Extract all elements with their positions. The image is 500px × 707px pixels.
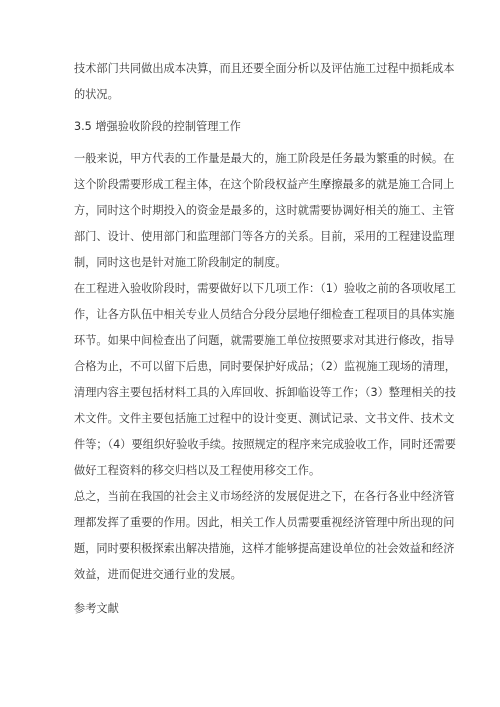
text-line: 件等；（4）要组织好验收手续。按照规定的程序来完成验收工作，同时还需要 — [74, 438, 456, 451]
text-line: 方，同时这个时期投入的资金是最多的，这时就需要协调好相关的施工、主管 — [74, 204, 455, 217]
paragraph-3 — [74, 484, 455, 588]
references-block — [74, 596, 434, 622]
paragraph-2 — [74, 276, 456, 484]
text-line: 制，同时这也是针对施工阶段制定的制度。 — [74, 256, 287, 269]
text-line: 在工程进入验收阶段时，需要做好以下几项工作：（1）验收之前的各项收尾工 — [74, 282, 456, 295]
text-line: 技术部门共同做出成本决算，而且还要全面分析以及评估施工过程中损耗成本 — [74, 62, 455, 75]
text-line: 题，同时要积极探索出解决措施，这样才能够提高建设单位的社会效益和经济 — [74, 542, 455, 555]
text-line: 这个阶段需要形成工程主体，在这个阶段权益产生摩擦最多的就是施工合同上 — [74, 178, 455, 191]
text-line: 部门、设计、使用部门和监理部门等各方的关系。目前，采用的工程建设监理 — [74, 230, 455, 243]
intro-paragraph — [74, 56, 455, 108]
text-line: 环节。如果中间检查出了问题，就需要施工单位按照要求对其进行修改，指导 — [74, 334, 455, 347]
references-heading: 参考文献 — [74, 602, 119, 615]
paragraph-1 — [74, 146, 455, 276]
text-line: 效益，进而促进交通行业的发展。 — [74, 568, 242, 581]
section-heading: 3.5 增强验收阶段的控制管理工作 — [74, 120, 241, 133]
text-line: 总之，当前在我国的社会主义市场经济的发展促进之下，在各行各业中经济管 — [74, 490, 455, 503]
section-heading-block — [74, 114, 434, 140]
text-line: 清理内容主要包括材料工具的入库回收、拆卸临设等工作；（3）整理相关的技 — [74, 386, 456, 399]
text-line: 一般来说，甲方代表的工作量是最大的，施工阶段是任务最为繁重的时候。在 — [74, 152, 455, 165]
text-line: 作，让各方队伍中相关专业人员结合分段分层地仔细检查工程项目的具体实施 — [74, 308, 455, 321]
text-line: 术文件。文件主要包括施工过程中的设计变更、测试记录、文书文件、技术文 — [74, 412, 455, 425]
text-line: 做好工程资料的移交归档以及工程使用移交工作。 — [74, 464, 321, 477]
text-line: 合格为止，不可以留下后患，同时要保护好成品；（2）监视施工现场的清理， — [74, 360, 456, 373]
text-line: 理都发挥了重要的作用。因此，相关工作人员需要重视经济管理中所出现的问 — [74, 516, 455, 529]
text-line: 的状况。 — [74, 88, 119, 101]
